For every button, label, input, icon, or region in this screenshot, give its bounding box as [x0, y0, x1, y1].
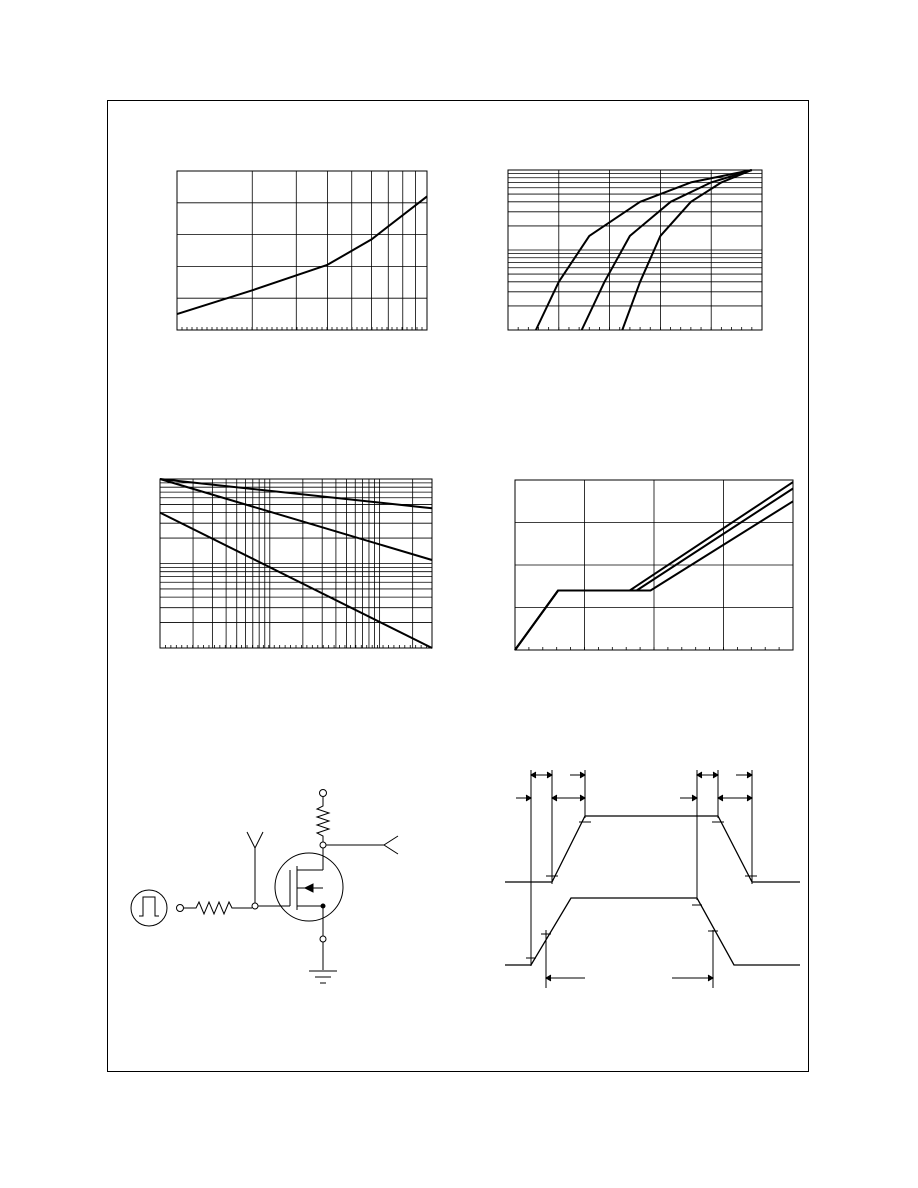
dimension-arrow-mid-1	[516, 795, 531, 801]
dimension-arrow-top-right-2	[736, 772, 752, 778]
input-waveform	[505, 898, 800, 965]
dimension-arrow-mid-2	[552, 795, 585, 801]
dimension-arrow-top-left-2	[570, 772, 585, 778]
dimension-arrow-top-left	[531, 772, 552, 778]
dimension-arrow-bottom-2	[672, 975, 713, 981]
dimension-arrow-mid-4	[718, 795, 752, 801]
dimension-arrow-mid-3	[680, 795, 697, 801]
output-waveform	[505, 816, 800, 882]
dimension-arrow-top-right	[697, 772, 718, 778]
dimension-arrow-bottom-1	[546, 975, 585, 981]
